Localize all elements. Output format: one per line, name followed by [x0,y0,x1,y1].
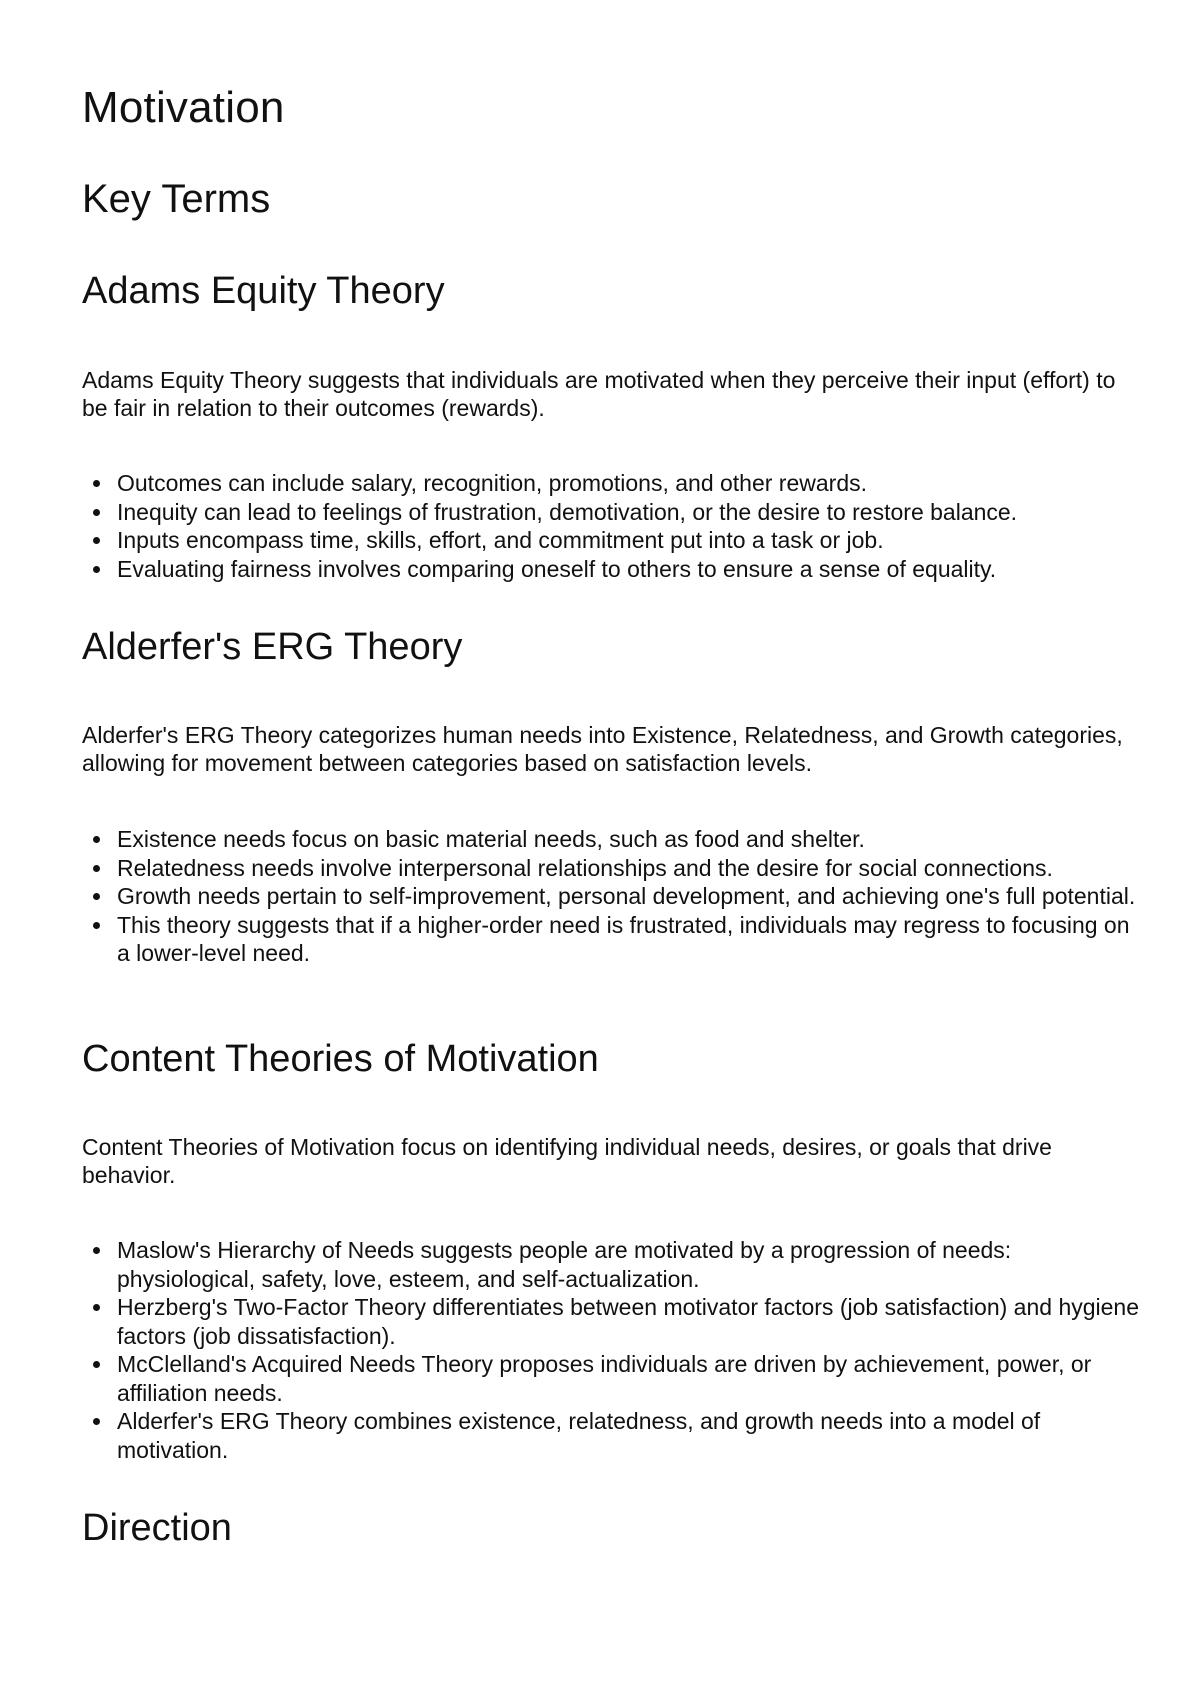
list-item [82,498,1142,527]
bullet-icon [93,509,100,516]
bullet-icon [93,865,100,872]
list-item-text: Inputs encompass time, skills, effort, and commitment put into a task or job. [117,527,884,553]
list-item-text: Growth needs pertain to self-improvement, personal development, and achieving one's full potential. [117,883,1136,909]
bullet-list-alderfers-erg-theory [82,825,1142,968]
section-heading-direction: Direction [82,1507,232,1549]
bullet-icon [93,1247,100,1254]
list-item [82,1293,1142,1350]
bullet-icon [93,480,100,487]
list-item [82,1236,1142,1293]
bullet-icon [93,1418,100,1425]
key-terms-heading: Key Terms [82,177,271,221]
section-paragraph-alderfers-erg-theory: Alderfer's ERG Theory categorizes human needs into Existence, Relatedness, and Growth categories, allowing for movement between categories based on satisfaction levels. [82,722,1123,776]
list-item [82,526,1142,555]
list-item-text: Maslow's Hierarchy of Needs suggests people are motivated by a progression of needs: physiological, safety, love, esteem, and self-actualization. [117,1237,1012,1292]
list-item [82,469,1142,498]
list-item-text: This theory suggests that if a higher-order need is frustrated, individuals may regress to focusing on a lower-level need. [117,911,1130,966]
list-item [82,555,1142,584]
document-title: Motivation [82,83,285,132]
bullet-icon [93,537,100,544]
bullet-icon [93,836,100,843]
list-item-text: Evaluating fairness involves comparing oneself to others to ensure a sense of equality. [117,555,997,582]
list-item-text: Outcomes can include salary, recognition, promotions, and other rewards. [117,470,868,496]
bullet-list-content-theories [82,1236,1142,1464]
list-item-text: Existence needs focus on basic material needs, such as food and shelter. [117,826,865,852]
section-paragraph-adams-equity-theory: Adams Equity Theory suggests that individuals are motivated when they perceive their input (effort) to be fair in relation to their outcomes (rewards). [82,367,1116,421]
bullet-icon [93,893,100,900]
list-item [82,1350,1142,1407]
section-heading-alderfers-erg-theory: Alderfer's ERG Theory [82,626,463,668]
list-item-text: Herzberg's Two-Factor Theory differentiates between motivator factors (job satisfaction) and hygiene factors (job dissatisfaction). [117,1294,1140,1349]
list-item [82,882,1142,911]
list-item [82,1407,1142,1464]
bullet-list-adams-equity-theory [82,469,1142,583]
list-item [82,854,1142,883]
list-item-text: Inequity can lead to feelings of frustration, demotivation, or the desire to restore balance. [117,498,1018,525]
bullet-icon [93,1361,100,1368]
section-paragraph-content-theories: Content Theories of Motivation focus on identifying individual needs, desires, or goals that drive behavior. [82,1134,1052,1188]
bullet-icon [93,1304,100,1311]
bullet-icon [93,566,100,573]
bullet-icon [93,922,100,929]
list-item [82,911,1142,968]
section-heading-adams-equity-theory: Adams Equity Theory [82,270,445,312]
list-item-text: Relatedness needs involve interpersonal relationships and the desire for social connections. [117,854,1053,881]
section-heading-content-theories: Content Theories of Motivation [82,1038,599,1080]
list-item-text: McClelland's Acquired Needs Theory proposes individuals are driven by achievement, power, or affiliation needs. [117,1351,1092,1406]
list-item-text: Alderfer's ERG Theory combines existence, relatedness, and growth needs into a model of motivation. [117,1408,1041,1463]
list-item [82,825,1142,854]
